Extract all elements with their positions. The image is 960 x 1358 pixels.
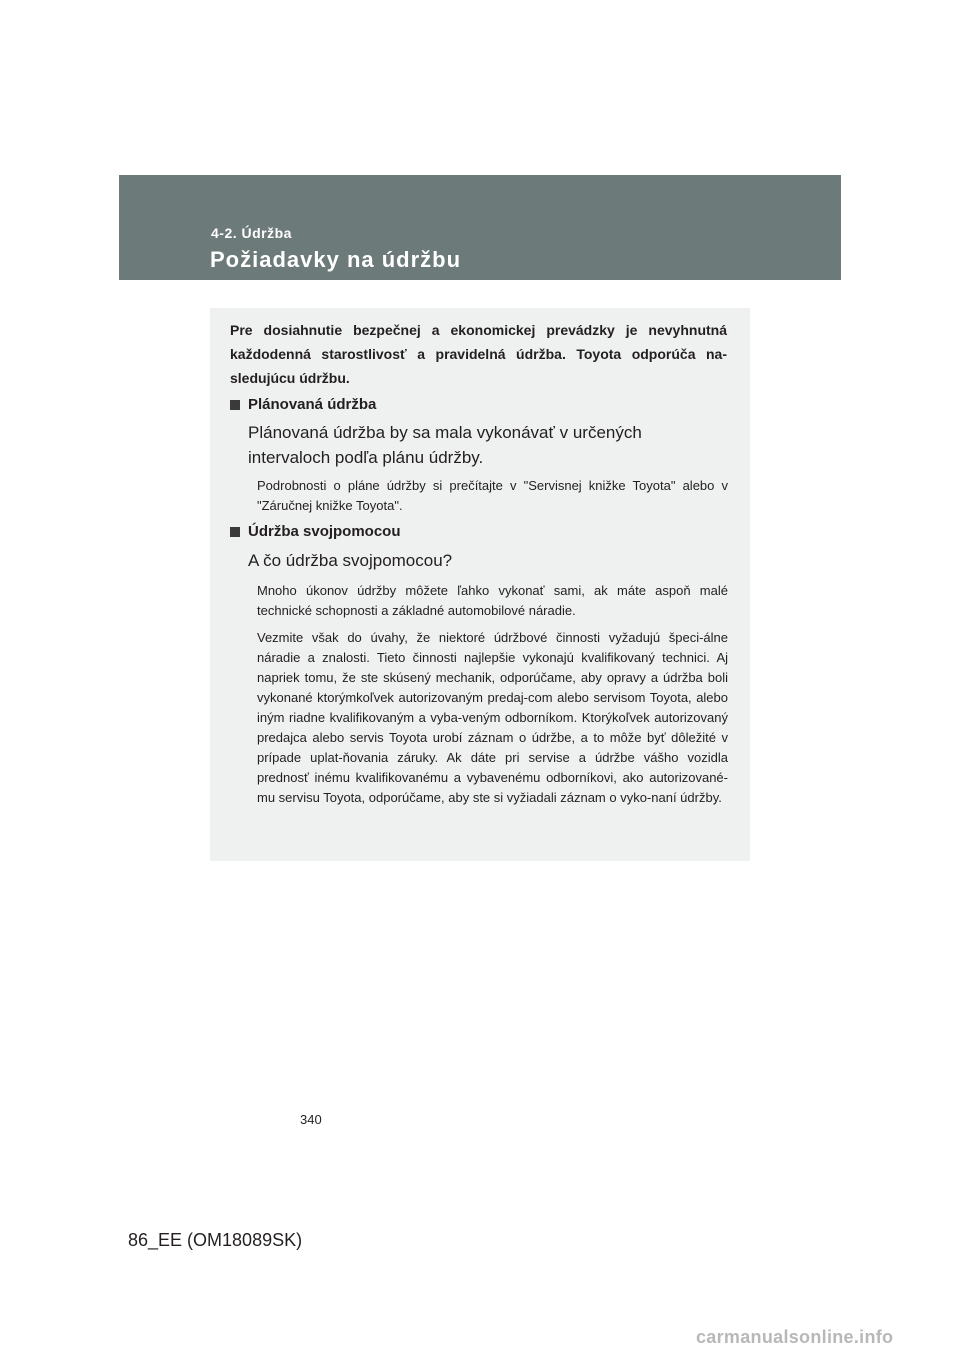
section-detail-self-2: Vezmite však do úvahy, že niektoré údržbové činnosti vyžadujú špeci-álne náradie a znalosti. Tieto činnosti najlepšie vykonajú kvalifikovaný technici. Aj napriek tomu, že ste skúsený mechanik, odporúčame, aby opravy a údržba boli vykonané ktorýmkoľvek autorizovaným predaj-com alebo servisom Toyota, alebo iným riadne kvalifikovaným a vyba-veným odborníkom. Ktorýkoľvek autorizovaný predajca alebo servis Toyota urobí záznam o údržbe, a to môže byť dôležité v prípade uplat-ňovania záruky. Ak dáte pri servise a údržbe vášho vozidla prednosť inému kvalifikovanému a vybavenému odborníkovi, ako autorizované-mu servisu Toyota, odporúčame, aby ste si vyžiadali záznam o vyko-naní údržby.: [257, 630, 728, 805]
section-heading-text: Údržba svojpomocou: [248, 523, 401, 540]
intro-paragraph: Pre dosiahnutie bezpečnej a ekonomickej prevádzky je nevyhnutná každodenná starostlivosť a pravidelná údržba. Toyota odporúča na-sledujúcu údržbu.: [230, 322, 727, 386]
section-summary-self: A čo údržba svojpomocou?: [248, 551, 453, 570]
section-heading-text: Plánovaná údržba: [248, 396, 377, 413]
section-detail-self-1: Mnoho úkonov údržby môžete ľahko vykonať sami, ak máte aspoň malé technické schopnosti a základné automobilové náradie.: [257, 583, 728, 618]
content-box: [210, 308, 750, 861]
page-number: 340: [300, 1112, 322, 1127]
section-header-band: [119, 175, 841, 280]
square-bullet-icon: [230, 400, 240, 410]
square-bullet-icon: [230, 527, 240, 537]
watermark: carmanualsonline.info: [696, 1327, 894, 1347]
section-label: 4-2. Údržba: [211, 225, 292, 241]
section-summary-planned: Plánovaná údržba by sa mala vykonávať v určených intervaloch podľa plánu údržby.: [248, 423, 642, 467]
page-title: Požiadavky na údržbu: [210, 247, 462, 272]
document-code: 86_EE (OM18089SK): [128, 1230, 303, 1250]
section-heading-self: [230, 523, 401, 540]
section-heading-planned: [230, 396, 376, 413]
section-detail-planned: Podrobnosti o pláne údržby si prečítajte v "Servisnej knižke Toyota" alebo v "Záručnej knižke Toyota".: [257, 478, 728, 513]
